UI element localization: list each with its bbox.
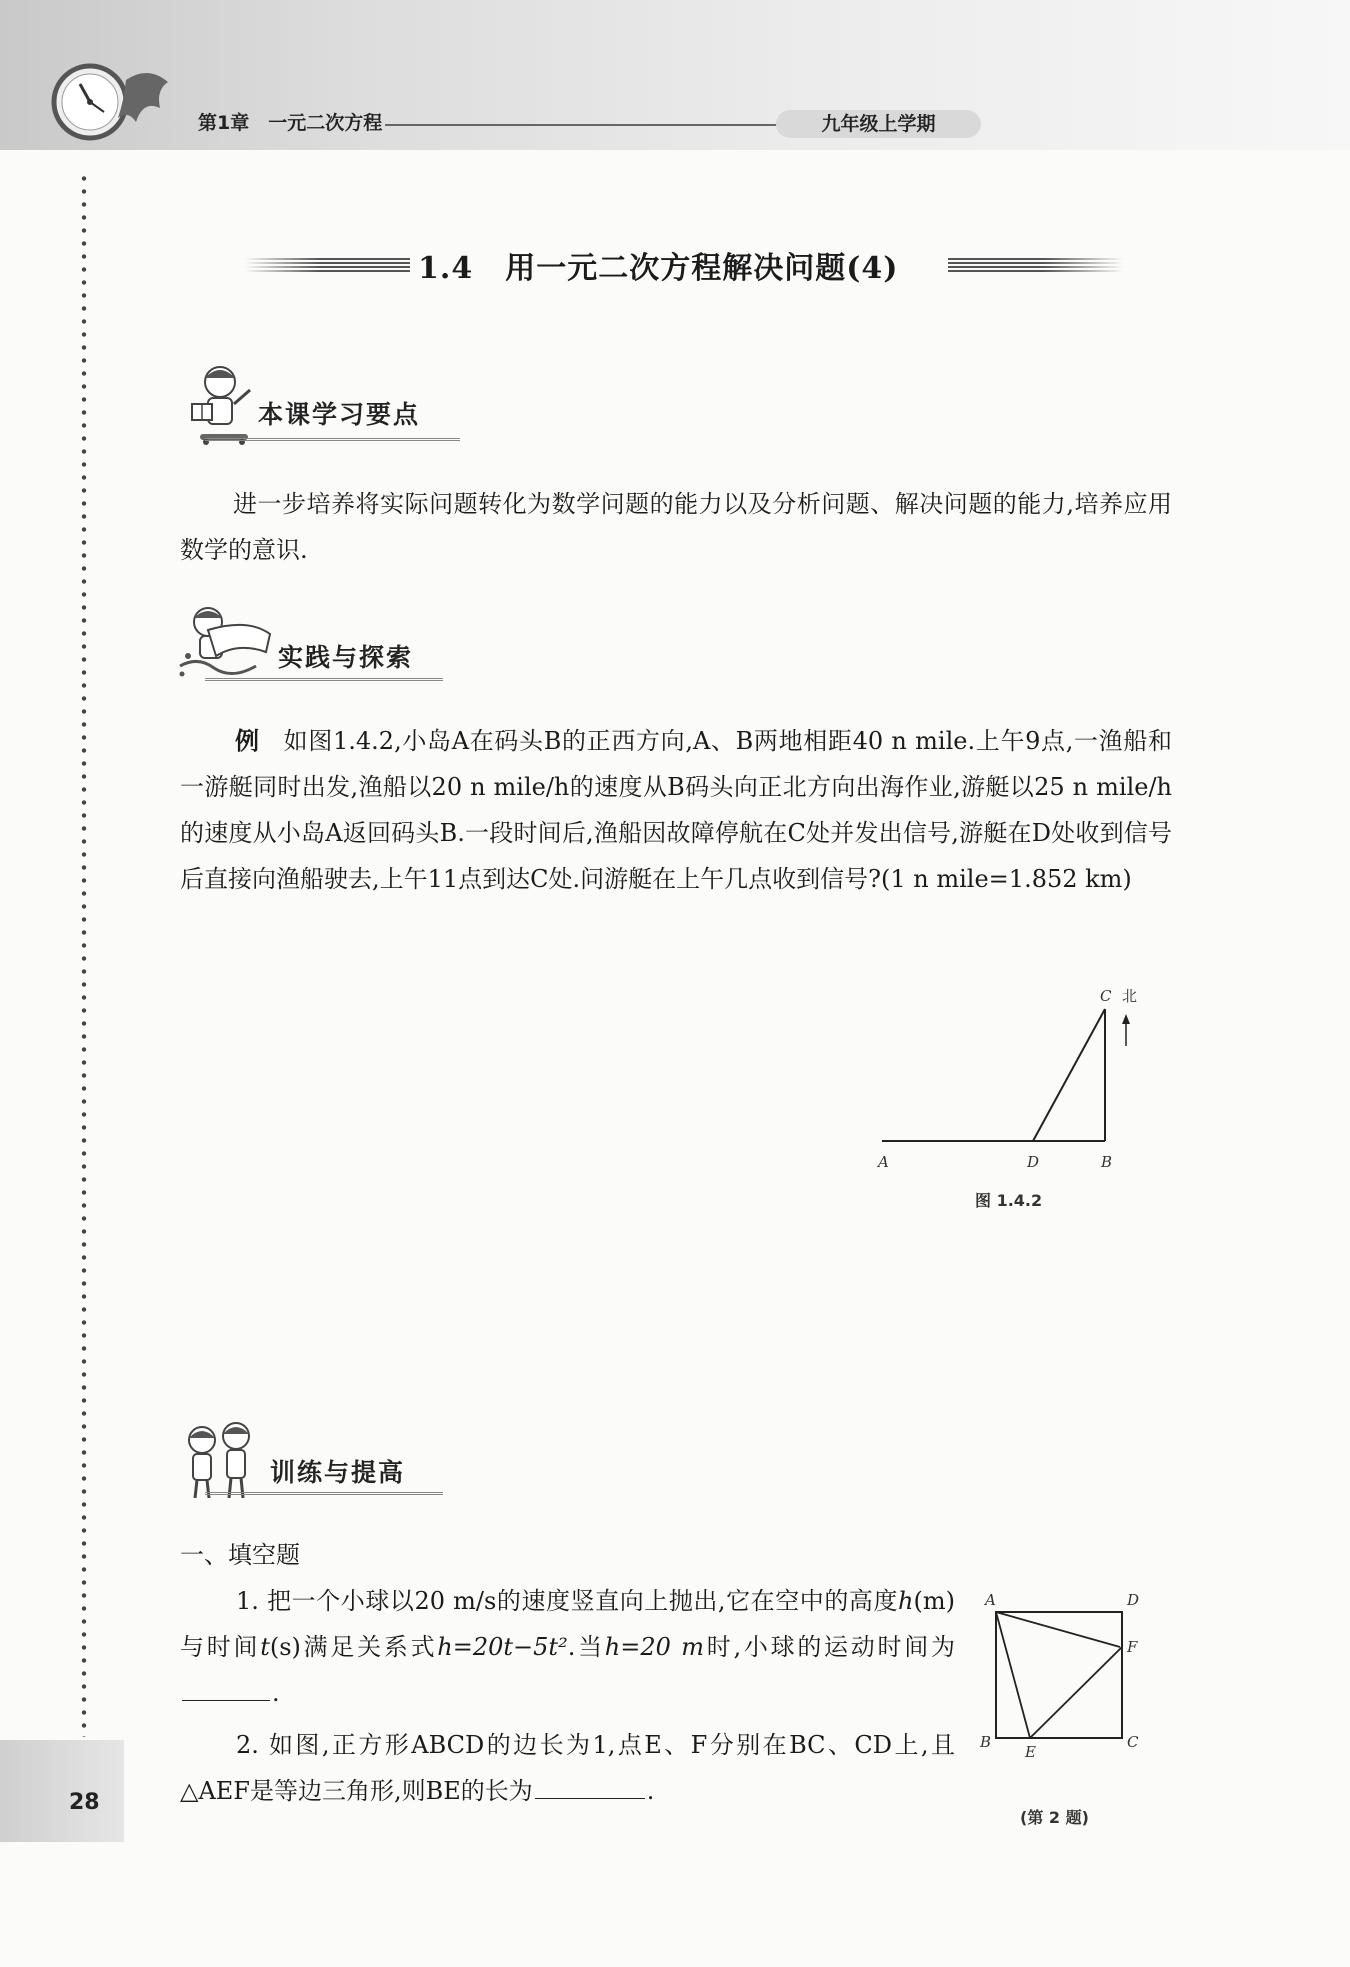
question-1-text-c: (s)满足关系式 bbox=[269, 1633, 438, 1661]
question-2-end: . bbox=[646, 1777, 655, 1805]
label-a: A bbox=[878, 1153, 889, 1171]
question-2-text: 2. 如图,正方形ABCD的边长为1,点E、F分别在BC、CD上,且△AEF是等边三角形,则BE的长为 bbox=[180, 1731, 955, 1805]
question-2 bbox=[180, 1722, 955, 1814]
grade-label: 九年级上学期 bbox=[776, 110, 981, 138]
training-heading: 训练与提高 bbox=[270, 1458, 406, 1487]
chapter-label: 第1章 一元二次方程 bbox=[198, 112, 383, 134]
question-1-answer-blank[interactable] bbox=[182, 1678, 270, 1701]
figure-1-4-2-caption: 图 1.4.2 bbox=[975, 1191, 1043, 1210]
fill-blank-heading: 一、填空题 bbox=[180, 1541, 300, 1569]
margin-dots bbox=[81, 172, 87, 1737]
example-paragraph bbox=[180, 718, 1172, 902]
question-1-var-t: t bbox=[260, 1633, 270, 1661]
question-2-answer-blank[interactable] bbox=[535, 1776, 645, 1799]
title-decoration-left bbox=[245, 258, 410, 272]
student-surfing-icon bbox=[178, 600, 258, 685]
section-title-text: 用一元二次方程解决问题(4) bbox=[505, 251, 899, 286]
label-b: B bbox=[1101, 1153, 1113, 1171]
label-b: B bbox=[980, 1733, 992, 1751]
key-points-heading: 本课学习要点 bbox=[258, 400, 421, 429]
example-text: 如图1.4.2,小岛A在码头B的正西方向,A、B两地相距40 n mile.上午9点,一渔船和一游艇同时出发,渔船以20 n mile/h的速度从B码头向正北方向出海作业,游艇以25 n mile/h的速度从小岛A返回码头B.一段时间后,渔船因故障停航在C处并发出信号,游艇在D处收到信号后直接向渔船驶去,上午11点到达C处.问游艇在上午几点收到信号?(1 n mile=1.852 km) bbox=[180, 727, 1173, 893]
training-rule bbox=[205, 1492, 443, 1496]
label-e: E bbox=[1025, 1743, 1036, 1761]
label-d: D bbox=[1027, 1153, 1040, 1171]
question-1 bbox=[180, 1578, 955, 1716]
student-reading-icon bbox=[178, 360, 258, 445]
question-1-formula: h=20t−5t² bbox=[437, 1633, 568, 1661]
label-a: A bbox=[985, 1591, 996, 1609]
question-1-text-d: .当 bbox=[567, 1633, 605, 1661]
page-number: 28 bbox=[69, 1790, 100, 1815]
label-d: D bbox=[1127, 1591, 1140, 1609]
label-c: C bbox=[1100, 987, 1112, 1005]
two-students-icon bbox=[178, 1418, 268, 1503]
figure-question-2-caption: (第 2 题) bbox=[1020, 1808, 1089, 1827]
example-label: 例 bbox=[235, 726, 260, 755]
practice-heading: 实践与探索 bbox=[278, 643, 414, 672]
question-1-text-a: 1. 把一个小球以20 m/s的速度竖直向上抛出,它在空中的高度 bbox=[236, 1587, 899, 1615]
figure-1-4-2 bbox=[870, 980, 1138, 1180]
section-title bbox=[418, 243, 943, 287]
label-c: C bbox=[1127, 1733, 1139, 1751]
compass-clock-logo bbox=[48, 60, 178, 150]
figure-question-2 bbox=[975, 1585, 1155, 1765]
key-points-rule bbox=[205, 438, 460, 442]
question-1-text-e: 时,小球的运动时间为 bbox=[704, 1633, 955, 1661]
question-1-condition: h=20 m bbox=[604, 1633, 705, 1661]
page-number-tab bbox=[0, 1740, 124, 1842]
title-decoration-right bbox=[948, 258, 1123, 272]
key-points-body: 进一步培养将实际问题转化为数学问题的能力以及分析问题、解决问题的能力,培养应用数学的意识. bbox=[180, 490, 1172, 564]
question-1-text-b: (m)与时间 bbox=[180, 1587, 955, 1661]
question-1-end: . bbox=[272, 1679, 280, 1707]
question-1-var-h: h bbox=[898, 1587, 914, 1615]
label-north: 北 bbox=[1122, 987, 1138, 1005]
label-f: F bbox=[1127, 1638, 1138, 1656]
section-number: 1.4 bbox=[418, 251, 474, 286]
header-rule bbox=[385, 124, 780, 126]
practice-rule bbox=[205, 678, 443, 682]
